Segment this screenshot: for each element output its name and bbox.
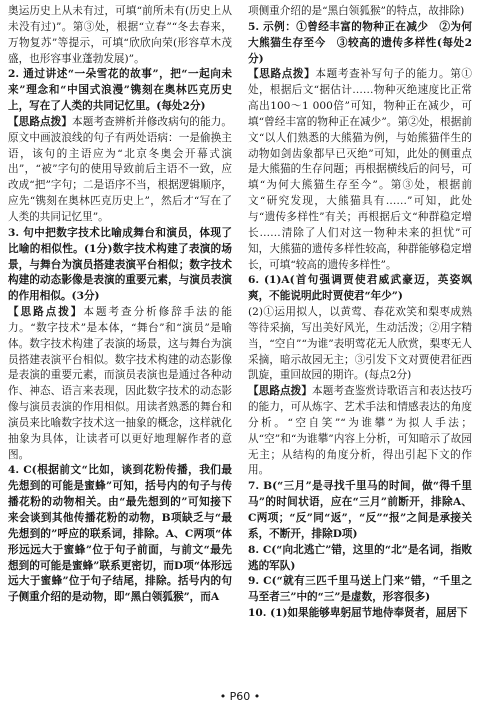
answer-item: 6. (1)A(首句强调贾使君威武豪迈，英姿飒爽，不能说明此时贾使君“年少”) <box>248 274 472 303</box>
answer-item: 7. B(“三月”是寻找千里马的时间，做“得千里马”的时间状语，应在“三月”前断开，排除A、C两项；“反”同“返”，“反”“报”之间是承接关系，不断开，排除D项) <box>248 480 472 540</box>
tip-label: 【思路点拨】 <box>248 385 313 398</box>
tip-paragraph <box>8 305 232 463</box>
right-column <box>248 4 472 622</box>
tip-label: 【思路点拨】 <box>248 68 316 81</box>
tip-text: 本题考查补写句子的能力。第①处，根据后文“据估计……物种灭绝速度比正常高出100～1 000倍”可知，物种正在减少，可填“曾经丰富的物种正在减少”。第②处，根据前文“以人们熟悉的大熊猫为例，与始熊猫伴生的动物如剑齿象都早已灭绝”可知，此处的侧重点是大熊猫的生存问题；再根据横线后的问号，可填“为何大熊猫生存至今”。第③处，根据前文“研究发现，大熊猫具有……”可知，此处与“遗传多样性”有关；再根据后文“种群稳定增长……清除了人们对这一物种未来的担忧”可知，大熊猫的遗传多样性较高，种群能够稳定增长，可填“较高的遗传多样性”。 <box>248 68 473 271</box>
tip-paragraph <box>248 67 472 273</box>
tip-paragraph <box>8 115 232 226</box>
answer-page <box>8 4 472 684</box>
answer-item: 8. C(“向北逃亡”错，这里的“北”是名词，指败逃的军队) <box>248 543 472 572</box>
left-column <box>8 4 232 606</box>
answer-text: 项侧重介绍的是“黑白领狐猴”的特点，故排除) <box>248 5 465 17</box>
tip-paragraph <box>248 384 472 479</box>
answer-text: 奥运历史上从未有过，可填“前所未有(历史上从未没有过)”。第③处，根据“立春”“冬去春来，万物复苏”等提示，可填“欣欣向荣(形容草木茂盛，也形容事业蓬勃发展)”。 <box>8 5 232 65</box>
tip-label: 【思路点拨】 <box>8 306 84 319</box>
tip-label: 【思路点拨】 <box>8 115 73 128</box>
answer-item: 4. C(根据前文“比如，谈到花粉传播，我们最先想到的可能是蜜蜂”可知，括号内的句子与传播花粉的动物相关。由“最先想到的”可知接下来会谈到其他传播花粉的动物，B项缺乏与“最先想到的”呼应的联系词，排除。A、C两项“体形远远大于蜜蜂”位于句子前面，与前文“最先想到的可能是蜜蜂”联系更密切，而D项“体形远远大于蜜蜂”位于句子结尾，排除。括号内的句子侧重介绍的是动物，即“黑白领狐猴”，而A <box>8 464 232 604</box>
answer-text: (2)①运用拟人，以黄莺、春花欢笑和梨枣成熟等待采摘，写出美好风光，生动活泼；②用字精当，“空自”“为谁”表明莺花无人欣赏，梨枣无人采摘，暗示故园无主；③引发下文对贾使君征西凯旋，重回故园的期许。(每点2分) <box>248 306 472 382</box>
page-number: • P60 • <box>219 690 261 703</box>
answer-item: 10. (1)如果能够卑躬屈节地侍奉贤者，屈居下 <box>248 607 468 620</box>
tip-text: 本题考查分析修辞手法的能力。“数字技术”是本体，“舞台”和“演员”是喻体。数字技术构建了表演的场景，这与舞台为演员搭建表演平台相似。数字技术构建的动态影像是表演的重要元素，而演员表演也是通过各种动作、神态、语言来表现，因此数字技术的动态影像与演员表演的作用相似。用读者熟悉的舞台和演员来比喻数字技术这一抽象的概念，这样就化抽象为具体，让读者可以更好地理解作者的意图。 <box>8 306 233 461</box>
answer-item: 3. 句中把数字技术比喻成舞台和演员，体现了比喻的相似性。(1分)数字技术构建了表演的场景，与舞台为演员搭建表演平台相似；数字技术构建的动态影像是表演的重要元素，与演员表演的作用相似。(3分) <box>8 226 232 303</box>
answer-item: 9. C(“就有三匹千里马送上门来”错，“千里之马至者三”中的“三”是虚数，形容很多) <box>248 575 472 604</box>
tip-text: 本题考查鉴赏诗歌语言和表达技巧的能力，可从炼字、艺术手法和情感表达的角度分析。“空自笑”“为谁攀”为拟人手法；从“空”和“为谁攀”内容上分析，可知暗示了故园无主；从结构的角度分析，得出引起下文的作用。 <box>248 385 473 477</box>
tip-text: 本题考查辨析并修改病句的能力。原文中画波浪线的句子有两处语病：一是偷换主语，该句的主语应为“北京冬奥会开幕式演出”，“被”字句的使用导致前后主语不一致，应改成“把”字句；二是语序不当，根据逻辑顺序，应先“镌刻在奥林匹克历史上”，然后才“写在了人类的共同记忆里”。 <box>8 115 233 223</box>
answer-item: 2. 通过讲述“一朵雪花的故事”，把“一起向未来”理念和“中国式浪漫”镌刻在奥林匹克历史上，写在了人类的共同记忆里。(每处2分) <box>8 68 232 113</box>
answer-item: 5. 示例：①曾经丰富的物种正在减少 ②为何大熊猫生存至今 ③较高的遗传多样性(每处2分) <box>248 20 472 65</box>
